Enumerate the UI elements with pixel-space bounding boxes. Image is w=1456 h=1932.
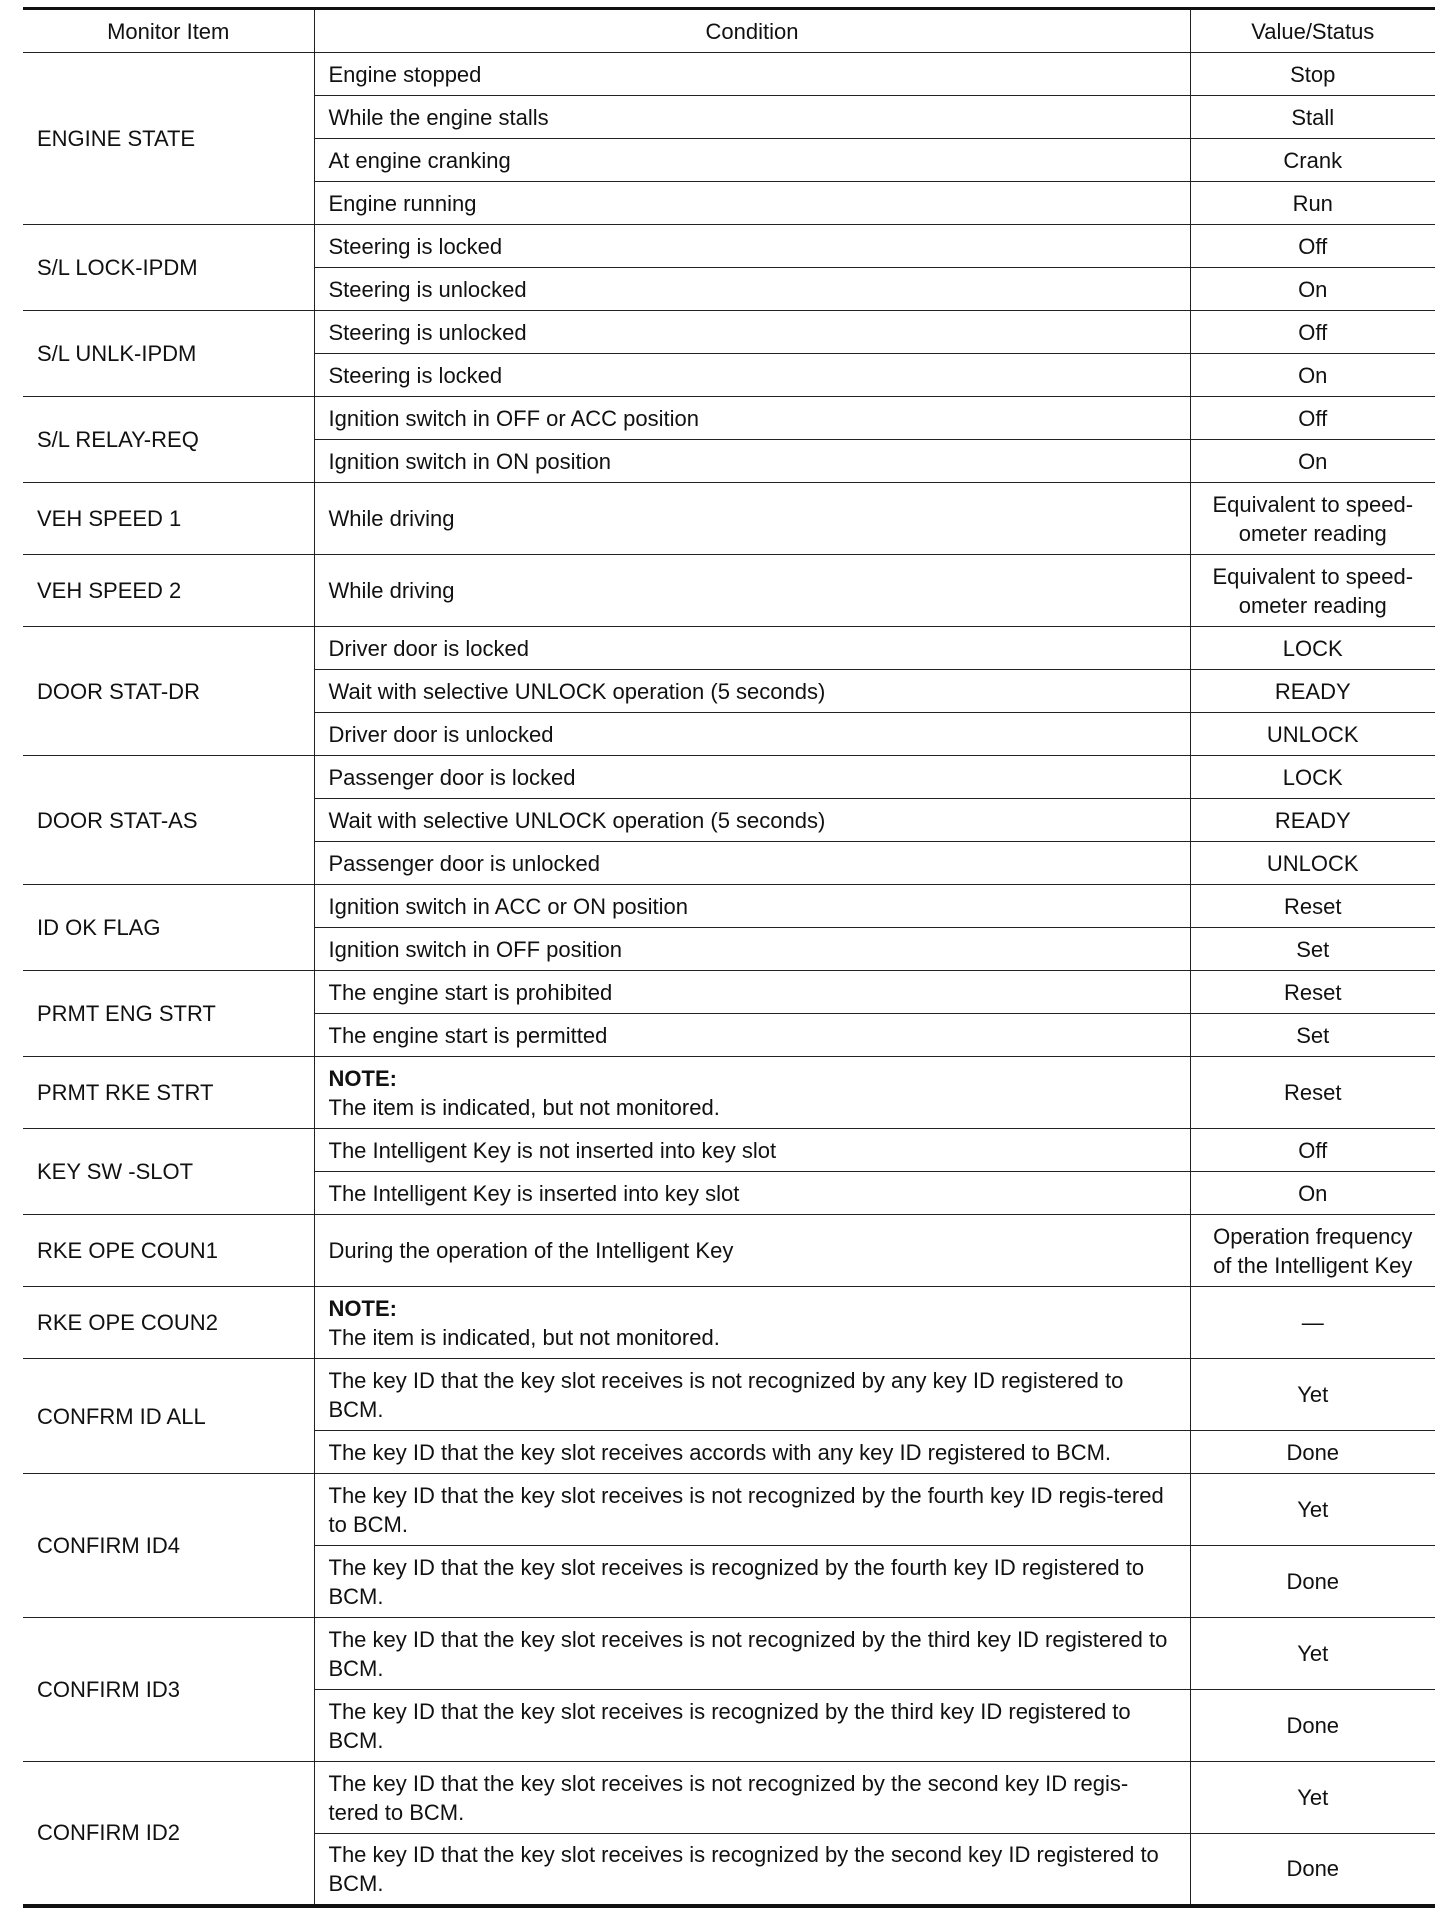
condition-cell: Engine running <box>314 182 1190 225</box>
note-text: The item is indicated, but not monitored. <box>328 1094 720 1120</box>
condition-cell: The key ID that the key slot receives is not recognized by any key ID registered to BCM. <box>314 1359 1190 1431</box>
table-row <box>23 1287 1435 1359</box>
monitor-item-cell: CONFIRM ID2 <box>23 1762 314 1906</box>
monitor-item-cell: KEY SW -SLOT <box>23 1129 314 1215</box>
table-row <box>23 885 1435 928</box>
value-status-cell: Reset <box>1190 971 1435 1014</box>
value-status-cell: Set <box>1190 1014 1435 1057</box>
header-row <box>23 9 1435 53</box>
condition-cell: Wait with selective UNLOCK operation (5 seconds) <box>314 799 1190 842</box>
value-status-cell: Equivalent to speed-ometer reading <box>1190 555 1435 627</box>
condition-cell: Driver door is unlocked <box>314 713 1190 756</box>
monitor-item-sheet <box>23 7 1435 1908</box>
condition-cell: Steering is unlocked <box>314 268 1190 311</box>
value-status-cell: Done <box>1190 1690 1435 1762</box>
condition-cell: Wait with selective UNLOCK operation (5 seconds) <box>314 670 1190 713</box>
condition-cell: Passenger door is locked <box>314 756 1190 799</box>
condition-cell: Ignition switch in OFF or ACC position <box>314 397 1190 440</box>
condition-cell: The key ID that the key slot receives accords with any key ID registered to BCM. <box>314 1431 1190 1474</box>
value-status-cell: Off <box>1190 1129 1435 1172</box>
condition-cell: The key ID that the key slot receives is not recognized by the second key ID regis-tered to BCM. <box>314 1762 1190 1834</box>
monitor-item-cell: S/L UNLK-IPDM <box>23 311 314 397</box>
value-status-cell: Off <box>1190 397 1435 440</box>
value-status-cell: On <box>1190 354 1435 397</box>
note-text: The item is indicated, but not monitored. <box>328 1324 720 1350</box>
monitor-item-cell: S/L RELAY-REQ <box>23 397 314 483</box>
table-body <box>23 53 1435 1906</box>
value-status-cell: READY <box>1190 670 1435 713</box>
monitor-item-cell: ENGINE STATE <box>23 53 314 225</box>
value-status-cell: Done <box>1190 1431 1435 1474</box>
table-row <box>23 1618 1435 1690</box>
monitor-item-cell: DOOR STAT-DR <box>23 627 314 756</box>
table-row <box>23 397 1435 440</box>
note-label: NOTE: <box>328 1065 397 1091</box>
condition-cell: Engine stopped <box>314 53 1190 96</box>
table-row <box>23 1359 1435 1431</box>
table-row <box>23 971 1435 1014</box>
condition-cell: Ignition switch in ON position <box>314 440 1190 483</box>
note-label: NOTE: <box>328 1295 397 1321</box>
value-status-cell: Operation frequency of the Intelligent Key <box>1190 1215 1435 1287</box>
table-row <box>23 1057 1435 1129</box>
value-status-cell: On <box>1190 440 1435 483</box>
table-row <box>23 756 1435 799</box>
table-row <box>23 311 1435 354</box>
table-row <box>23 1129 1435 1172</box>
value-status-cell: Set <box>1190 928 1435 971</box>
condition-cell: The Intelligent Key is inserted into key slot <box>314 1172 1190 1215</box>
value-status-cell: Yet <box>1190 1474 1435 1546</box>
condition-cell: Passenger door is unlocked <box>314 842 1190 885</box>
condition-cell: During the operation of the Intelligent Key <box>314 1215 1190 1287</box>
table-row <box>23 483 1435 555</box>
table-row <box>23 1474 1435 1546</box>
value-status-cell: Equivalent to speed-ometer reading <box>1190 483 1435 555</box>
monitor-item-cell: DOOR STAT-AS <box>23 756 314 885</box>
condition-cell: Ignition switch in OFF position <box>314 928 1190 971</box>
condition-cell: Ignition switch in ACC or ON position <box>314 885 1190 928</box>
condition-cell: The key ID that the key slot receives is recognized by the third key ID registered to BCM. <box>314 1690 1190 1762</box>
table-row <box>23 627 1435 670</box>
value-status-cell: LOCK <box>1190 627 1435 670</box>
table-row <box>23 53 1435 96</box>
condition-cell: The key ID that the key slot receives is recognized by the second key ID registered to BCM. <box>314 1834 1190 1906</box>
condition-cell: The engine start is prohibited <box>314 971 1190 1014</box>
table-row <box>23 225 1435 268</box>
monitor-item-cell: S/L LOCK-IPDM <box>23 225 314 311</box>
condition-cell: While driving <box>314 555 1190 627</box>
monitor-item-cell: ID OK FLAG <box>23 885 314 971</box>
condition-cell: Driver door is locked <box>314 627 1190 670</box>
condition-cell: The key ID that the key slot receives is recognized by the fourth key ID registered to BCM. <box>314 1546 1190 1618</box>
value-status-cell: On <box>1190 268 1435 311</box>
value-status-cell: Reset <box>1190 885 1435 928</box>
monitor-item-cell: VEH SPEED 2 <box>23 555 314 627</box>
header-value-status: Value/Status <box>1190 9 1435 53</box>
value-status-cell: Crank <box>1190 139 1435 182</box>
value-status-cell: Stop <box>1190 53 1435 96</box>
condition-cell: At engine cranking <box>314 139 1190 182</box>
condition-cell: The key ID that the key slot receives is not recognized by the fourth key ID regis-tered to BCM. <box>314 1474 1190 1546</box>
header-monitor-item: Monitor Item <box>23 9 314 53</box>
condition-cell <box>314 1057 1190 1129</box>
condition-cell: Steering is unlocked <box>314 311 1190 354</box>
value-status-cell: Done <box>1190 1834 1435 1906</box>
value-status-cell: Done <box>1190 1546 1435 1618</box>
value-status-cell: LOCK <box>1190 756 1435 799</box>
table-header <box>23 9 1435 53</box>
value-status-cell: On <box>1190 1172 1435 1215</box>
table-row <box>23 1215 1435 1287</box>
condition-cell: While driving <box>314 483 1190 555</box>
value-status-cell: Stall <box>1190 96 1435 139</box>
value-status-cell: READY <box>1190 799 1435 842</box>
table-row <box>23 1762 1435 1834</box>
condition-cell: The engine start is permitted <box>314 1014 1190 1057</box>
value-status-cell: Reset <box>1190 1057 1435 1129</box>
table-row <box>23 555 1435 627</box>
monitor-item-cell: CONFRM ID ALL <box>23 1359 314 1474</box>
value-status-cell: — <box>1190 1287 1435 1359</box>
condition-cell <box>314 1287 1190 1359</box>
value-status-cell: Run <box>1190 182 1435 225</box>
condition-cell: Steering is locked <box>314 354 1190 397</box>
condition-cell: Steering is locked <box>314 225 1190 268</box>
monitor-item-cell: PRMT ENG STRT <box>23 971 314 1057</box>
condition-cell: While the engine stalls <box>314 96 1190 139</box>
monitor-item-cell: CONFIRM ID3 <box>23 1618 314 1762</box>
value-status-cell: Yet <box>1190 1359 1435 1431</box>
condition-cell: The Intelligent Key is not inserted into key slot <box>314 1129 1190 1172</box>
value-status-cell: UNLOCK <box>1190 713 1435 756</box>
monitor-item-cell: RKE OPE COUN2 <box>23 1287 314 1359</box>
monitor-item-table <box>23 7 1435 1908</box>
header-condition: Condition <box>314 9 1190 53</box>
monitor-item-cell: CONFIRM ID4 <box>23 1474 314 1618</box>
monitor-item-cell: VEH SPEED 1 <box>23 483 314 555</box>
monitor-item-cell: RKE OPE COUN1 <box>23 1215 314 1287</box>
value-status-cell: Yet <box>1190 1762 1435 1834</box>
value-status-cell: Off <box>1190 225 1435 268</box>
value-status-cell: Off <box>1190 311 1435 354</box>
monitor-item-cell: PRMT RKE STRT <box>23 1057 314 1129</box>
value-status-cell: UNLOCK <box>1190 842 1435 885</box>
value-status-cell: Yet <box>1190 1618 1435 1690</box>
condition-cell: The key ID that the key slot receives is not recognized by the third key ID registered to BCM. <box>314 1618 1190 1690</box>
